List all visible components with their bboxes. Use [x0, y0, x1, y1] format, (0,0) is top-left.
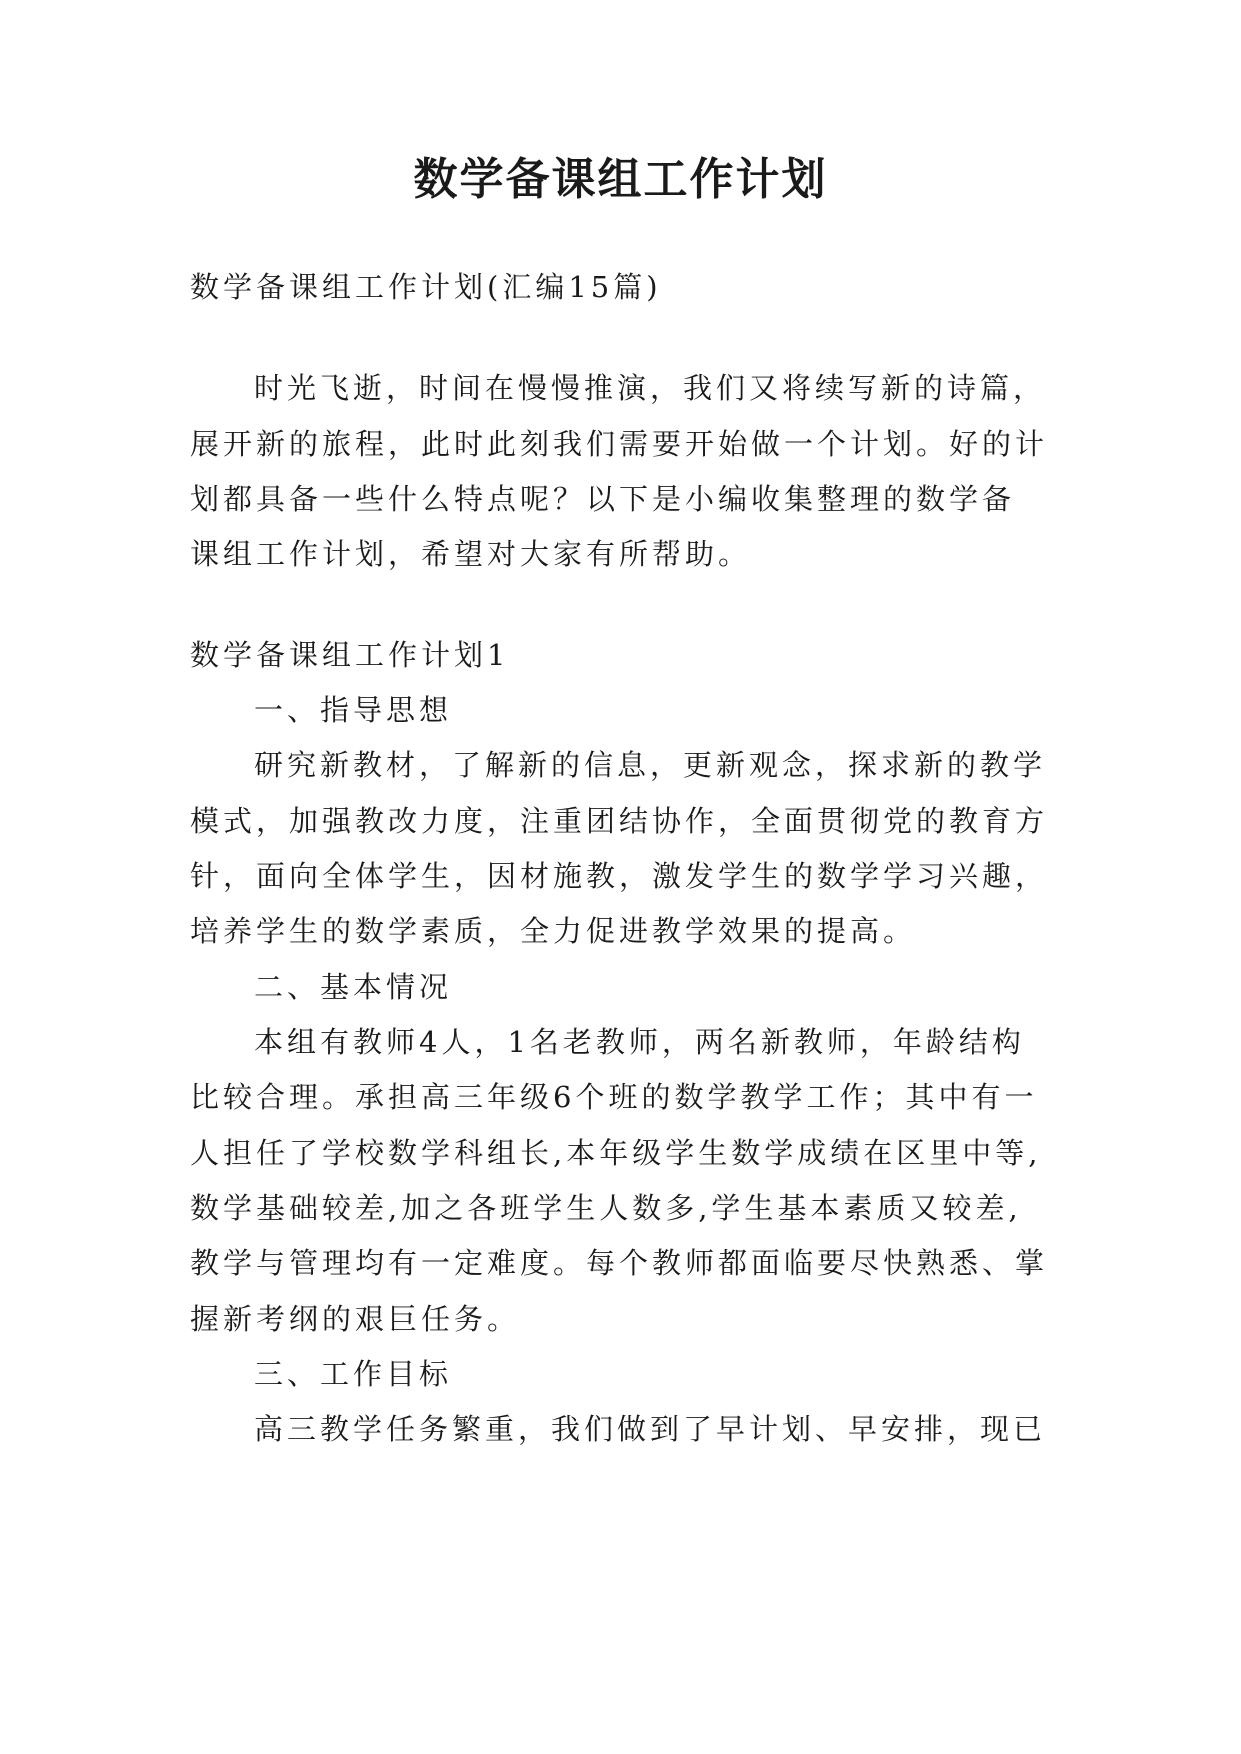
heading-guiding-ideology: 一、指导思想: [254, 693, 453, 727]
paragraph-line: 人担任了学校数学科组长,本年级学生数学成绩在区里中等,: [190, 1136, 1042, 1170]
intro-line: 课组工作计划，希望对大家有所帮助。: [190, 537, 752, 571]
paragraph-line: 培养学生的数学素质，全力促进教学效果的提高。: [190, 914, 917, 948]
heading-basic-situation: 二、基本情况: [254, 970, 453, 1004]
paragraph-line: 数学基础较差,加之各班学生人数多,学生基本素质又较差,: [190, 1191, 1022, 1225]
paragraph-line: 模式，加强教改力度，注重团结协作，全面贯彻党的教育方: [190, 804, 1049, 838]
paragraph-line: 研究新教材，了解新的信息，更新观念，探求新的教学: [254, 748, 1047, 782]
heading-work-goals: 三、工作目标: [254, 1357, 453, 1391]
paragraph-line: 针，面向全体学生，因材施教，激发学生的数学学习兴趣，: [190, 859, 1049, 893]
paragraph-line: 握新考纲的艰巨任务。: [190, 1302, 521, 1336]
intro-line: 划都具备一些什么特点呢？以下是小编收集整理的数学备: [190, 482, 1016, 516]
paragraph-line: 教学与管理均有一定难度。每个教师都面临要尽快熟悉、掌: [190, 1246, 1049, 1280]
paragraph-line: 本组有教师4人，1名老教师，两名新教师，年龄结构: [254, 1025, 1025, 1059]
paragraph-line: 比较合理。承担高三年级6个班的数学教学工作；其中有一: [190, 1080, 1038, 1114]
section-title: 数学备课组工作计划1: [190, 638, 510, 672]
intro-line: 时光飞逝，时间在慢慢推演，我们又将续写新的诗篇，: [254, 371, 1047, 405]
paragraph-line: 高三教学任务繁重，我们做到了早计划、早安排，现已: [254, 1412, 1047, 1446]
intro-line: 展开新的旅程，此时此刻我们需要开始做一个计划。好的计: [190, 427, 1049, 461]
document-subtitle: 数学备课组工作计划(汇编15篇): [190, 270, 662, 304]
document-title: 数学备课组工作计划: [413, 154, 828, 205]
